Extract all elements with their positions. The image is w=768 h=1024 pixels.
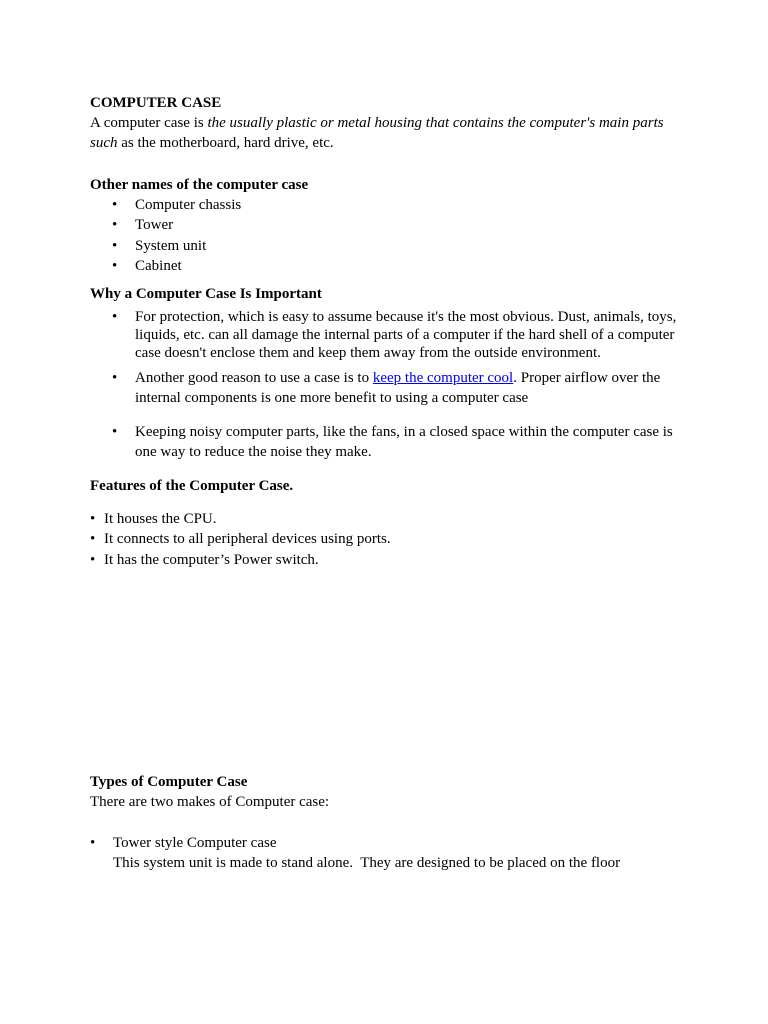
list-item (112, 422, 690, 462)
list-item (90, 509, 217, 529)
list-item-text: Cabinet (135, 258, 182, 274)
list-item (112, 256, 182, 276)
bullet-icon: • (112, 217, 118, 233)
other-names-heading: Other names of the computer case (90, 177, 309, 193)
list-item (112, 215, 173, 235)
list-item-text-prefix: Another good reason to use a case is to (135, 370, 373, 386)
bullet-icon: • (112, 238, 118, 254)
features-heading: Features of the Computer Case. (90, 478, 294, 494)
list-item-text: It has the computer’s Power switch. (104, 552, 319, 568)
list-item (90, 833, 276, 853)
list-item-text: Tower style Computer case (113, 835, 277, 851)
bullet-icon: • (112, 309, 118, 325)
bullet-icon: • (90, 531, 96, 547)
bullet-icon: • (112, 424, 118, 440)
list-item-text: System unit (135, 238, 207, 254)
list-item-text (135, 368, 682, 408)
intro-definition: the usually plastic or metal housing that contains the computer's main parts such (90, 115, 664, 151)
bullet-icon: • (112, 258, 118, 274)
bullet-icon: • (90, 835, 96, 851)
list-item-text: Tower (135, 217, 174, 233)
types-heading: Types of Computer Case (90, 774, 248, 790)
list-item (112, 308, 682, 362)
list-item-text: Computer chassis (135, 197, 242, 213)
document-title: COMPUTER CASE (90, 95, 222, 111)
list-item-text: For protection, which is easy to assume because it's the most obvious. Dust, animals, toys, liquids, etc. can all damage the internal parts of a computer if the hard shell of a computer case doesn't enclose them and keep them away from the outside environment. (135, 309, 677, 361)
intro-paragraph (90, 113, 680, 153)
list-item-text: Keeping noisy computer parts, like the fans, in a closed space within the computer case is one way to reduce the noise they make. (135, 424, 673, 460)
list-item (112, 236, 206, 256)
intro-suffix: as the motherboard, hard drive, etc. (117, 135, 334, 151)
bullet-icon: • (112, 197, 118, 213)
intro-prefix: A computer case is (90, 115, 208, 131)
list-item-text: It houses the CPU. (104, 511, 217, 527)
list-item (112, 195, 241, 215)
list-item (90, 529, 391, 549)
list-item-text-suffix: . Proper airflow over the internal components is one more benefit to using a computer case (135, 370, 661, 406)
type-description: This system unit is made to stand alone. They are designed to be placed on the floor (113, 855, 621, 871)
bullet-icon: • (90, 511, 96, 527)
list-item (90, 550, 319, 570)
keep-computer-cool-link[interactable]: keep the computer cool (372, 370, 514, 386)
bullet-icon: • (112, 370, 118, 386)
list-item (112, 368, 682, 408)
bullet-icon: • (90, 552, 96, 568)
types-intro: There are two makes of Computer case: (90, 794, 330, 810)
list-item-text: It connects to all peripheral devices using ports. (104, 531, 391, 547)
why-important-heading: Why a Computer Case Is Important (90, 286, 322, 302)
